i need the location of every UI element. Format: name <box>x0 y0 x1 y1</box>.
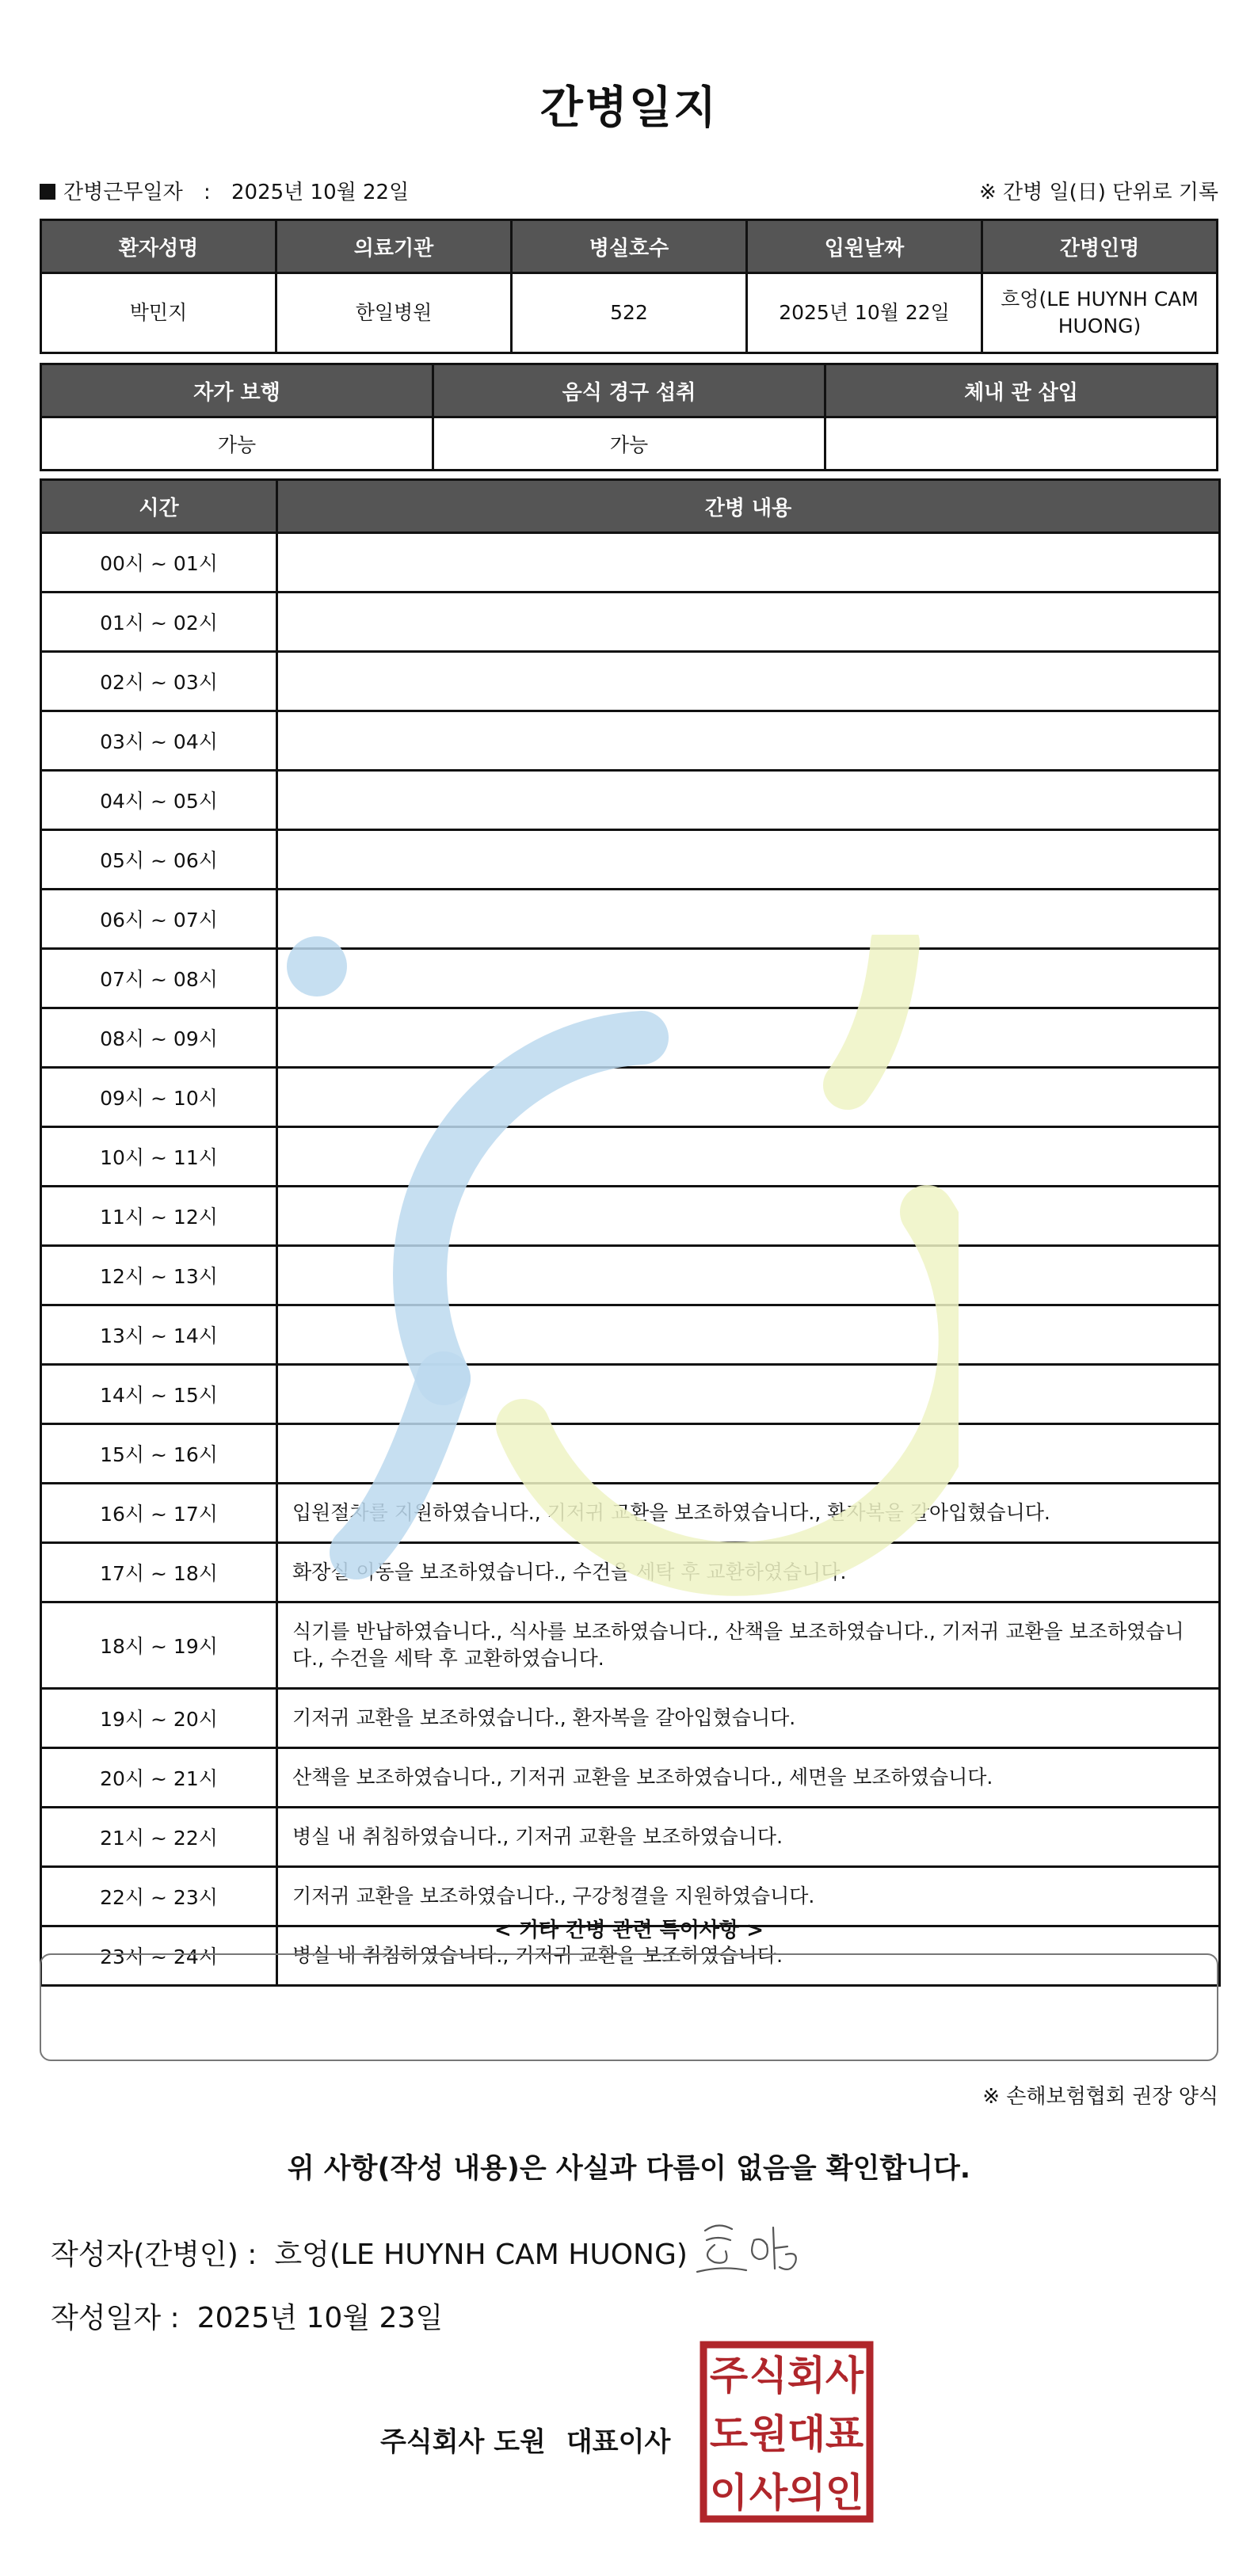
document-title: 간병일지 <box>539 82 719 134</box>
recommend-note: ※ 손해보험협회 권장 양식 <box>982 2085 1218 2109</box>
svg-text:사: 사 <box>825 2353 864 2399</box>
log-row <box>41 1187 1220 1246</box>
log-content-cell <box>277 1008 1220 1068</box>
log-content-cell <box>277 711 1220 771</box>
company-name: 주식회사 도원 <box>380 2426 546 2458</box>
log-time-cell: 15시 ~ 16시 <box>41 1424 277 1484</box>
log-time-cell: 21시 ~ 22시 <box>41 1808 277 1867</box>
header-patient-name: 환자성명 <box>41 220 276 273</box>
log-time-cell: 05시 ~ 06시 <box>41 830 277 890</box>
log-content-cell <box>277 1424 1220 1484</box>
log-content-cell <box>277 593 1220 652</box>
header-admission-date: 입원날짜 <box>747 220 982 273</box>
written-date-label: 작성일자 : <box>51 2302 180 2334</box>
log-content-cell <box>277 949 1220 1008</box>
log-row <box>41 1424 1220 1484</box>
header-room-number: 병실호수 <box>512 220 747 273</box>
log-content-cell: 식기를 반납하였습니다., 식사를 보조하였습니다., 산책을 보조하였습니다., 기저귀 교환을 보조하였습니다., 수건을 세탁 후 교환하였습니다. <box>277 1602 1220 1689</box>
log-content-cell <box>277 1068 1220 1127</box>
log-row <box>41 1305 1220 1365</box>
log-row <box>41 593 1220 652</box>
writer-line <box>51 2232 688 2273</box>
svg-text:대: 대 <box>787 2411 826 2457</box>
log-row <box>41 771 1220 830</box>
log-time-cell: 10시 ~ 11시 <box>41 1127 277 1187</box>
log-row <box>41 1068 1220 1127</box>
log-time-cell: 16시 ~ 17시 <box>41 1484 277 1543</box>
log-content-cell: 산책을 보조하였습니다., 기저귀 교환을 보조하였습니다., 세면을 보조하였습니다. <box>277 1748 1220 1808</box>
oral-intake-value: 가능 <box>433 417 825 471</box>
log-content-cell <box>277 830 1220 890</box>
log-row <box>41 1127 1220 1187</box>
room-number: 522 <box>512 273 747 353</box>
square-bullet-icon <box>40 184 55 200</box>
log-content-cell: 기저귀 교환을 보조하였습니다., 환자복을 갈아입혔습니다. <box>277 1689 1220 1748</box>
special-notes-box <box>40 1953 1218 2061</box>
work-date-line <box>40 176 409 205</box>
log-content-cell <box>277 771 1220 830</box>
svg-text:원: 원 <box>749 2411 788 2457</box>
log-time-cell: 02시 ~ 03시 <box>41 652 277 711</box>
log-content-cell <box>277 652 1220 711</box>
patient-status-table <box>40 363 1218 471</box>
log-row <box>41 890 1220 949</box>
admission-date: 2025년 10월 22일 <box>747 273 982 353</box>
company-line <box>380 2420 670 2459</box>
log-time-cell: 17시 ~ 18시 <box>41 1543 277 1602</box>
log-time-cell: 13시 ~ 14시 <box>41 1305 277 1365</box>
special-notes-title: < 기타 간병 관련 특이사항 > <box>494 1919 764 1942</box>
svg-text:도: 도 <box>709 2411 749 2457</box>
work-date-separator: : <box>203 181 211 204</box>
log-time-cell: 00시 ~ 01시 <box>41 533 277 593</box>
log-time-cell: 18시 ~ 19시 <box>41 1602 277 1689</box>
written-date-line <box>51 2296 443 2336</box>
confirmation-statement: 위 사항(작성 내용)은 사실과 다름이 없음을 확인합니다. <box>287 2153 971 2185</box>
header-caregiver-name: 간병인명 <box>982 220 1218 273</box>
log-time-cell: 23시 ~ 24시 <box>41 1926 277 1986</box>
log-content-cell: 화장실 이동을 보조하였습니다., 수건을 세탁 후 교환하였습니다. <box>277 1543 1220 1602</box>
log-content-cell <box>277 890 1220 949</box>
tube-insertion-value <box>825 417 1218 471</box>
log-row <box>41 1365 1220 1424</box>
writer-label: 작성자(간병인) : <box>51 2239 257 2271</box>
svg-text:식: 식 <box>749 2353 788 2399</box>
log-row <box>41 1748 1220 1808</box>
log-row <box>41 1689 1220 1748</box>
log-time-cell: 12시 ~ 13시 <box>41 1246 277 1305</box>
log-row <box>41 711 1220 771</box>
header-time: 시간 <box>41 480 277 533</box>
log-row <box>41 1246 1220 1305</box>
log-time-cell: 08시 ~ 09시 <box>41 1008 277 1068</box>
svg-text:표: 표 <box>825 2411 864 2457</box>
svg-text:의: 의 <box>787 2470 826 2516</box>
log-row <box>41 1543 1220 1602</box>
log-time-cell: 19시 ~ 20시 <box>41 1689 277 1748</box>
log-row <box>41 949 1220 1008</box>
company-seal-stamp <box>699 2340 875 2524</box>
written-date-value: 2025년 10월 23일 <box>196 2302 444 2334</box>
log-row <box>41 1808 1220 1867</box>
header-self-walking: 자가 보행 <box>41 364 433 417</box>
log-content-cell: 기저귀 교환을 보조하였습니다., 구강청결을 지원하였습니다. <box>277 1867 1220 1926</box>
log-time-cell: 01시 ~ 02시 <box>41 593 277 652</box>
log-content-cell <box>277 533 1220 593</box>
header-care-content: 간병 내용 <box>277 480 1220 533</box>
log-time-cell: 09시 ~ 10시 <box>41 1068 277 1127</box>
header-tube-insertion: 체내 관 삽입 <box>825 364 1218 417</box>
header-oral-intake: 음식 경구 섭취 <box>433 364 825 417</box>
company-role: 대표이사 <box>566 2426 671 2458</box>
writer-name: 흐엉(LE HUYNH CAM HUONG) <box>274 2239 688 2271</box>
log-time-cell: 22시 ~ 23시 <box>41 1867 277 1926</box>
self-walking-value: 가능 <box>41 417 433 471</box>
log-content-cell <box>277 1187 1220 1246</box>
work-date-value: 2025년 10월 22일 <box>231 181 410 204</box>
handwritten-signature <box>691 2216 810 2280</box>
unit-note: ※ 간병 일(日) 단위로 기록 <box>978 181 1218 204</box>
log-time-cell: 06시 ~ 07시 <box>41 890 277 949</box>
log-content-cell <box>277 1127 1220 1187</box>
log-time-cell: 20시 ~ 21시 <box>41 1748 277 1808</box>
svg-text:사: 사 <box>749 2470 788 2516</box>
log-content-cell <box>277 1246 1220 1305</box>
caregiver-name: 흐엉(LE HUYNH CAM HUONG) <box>982 273 1218 353</box>
log-content-cell <box>277 1305 1220 1365</box>
log-time-cell: 04시 ~ 05시 <box>41 771 277 830</box>
svg-text:회: 회 <box>787 2353 826 2399</box>
log-time-cell: 03시 ~ 04시 <box>41 711 277 771</box>
log-time-cell: 11시 ~ 12시 <box>41 1187 277 1246</box>
log-content-cell: 병실 내 취침하였습니다., 기저귀 교환을 보조하였습니다. <box>277 1926 1220 1986</box>
care-log-table <box>40 478 1221 1987</box>
log-row <box>41 652 1220 711</box>
log-content-cell: 입원절차를 지원하였습니다., 기저귀 교환을 보조하였습니다., 환자복을 갈아입혔습니다. <box>277 1484 1220 1543</box>
log-content-cell <box>277 1365 1220 1424</box>
log-time-cell: 07시 ~ 08시 <box>41 949 277 1008</box>
hospital-name: 한일병원 <box>276 273 512 353</box>
log-time-cell: 14시 ~ 15시 <box>41 1365 277 1424</box>
svg-text:이: 이 <box>709 2470 749 2516</box>
work-date-label: 간병근무일자 <box>63 181 183 204</box>
log-row <box>41 830 1220 890</box>
log-content-cell: 병실 내 취침하였습니다., 기저귀 교환을 보조하였습니다. <box>277 1808 1220 1867</box>
patient-info-table <box>40 219 1218 354</box>
patient-name: 박민지 <box>41 273 276 353</box>
header-hospital: 의료기관 <box>276 220 512 273</box>
svg-text:주: 주 <box>709 2353 749 2399</box>
log-row <box>41 1484 1220 1543</box>
svg-text:인: 인 <box>825 2470 864 2516</box>
log-row <box>41 1602 1220 1689</box>
log-row <box>41 1008 1220 1068</box>
log-row <box>41 533 1220 593</box>
